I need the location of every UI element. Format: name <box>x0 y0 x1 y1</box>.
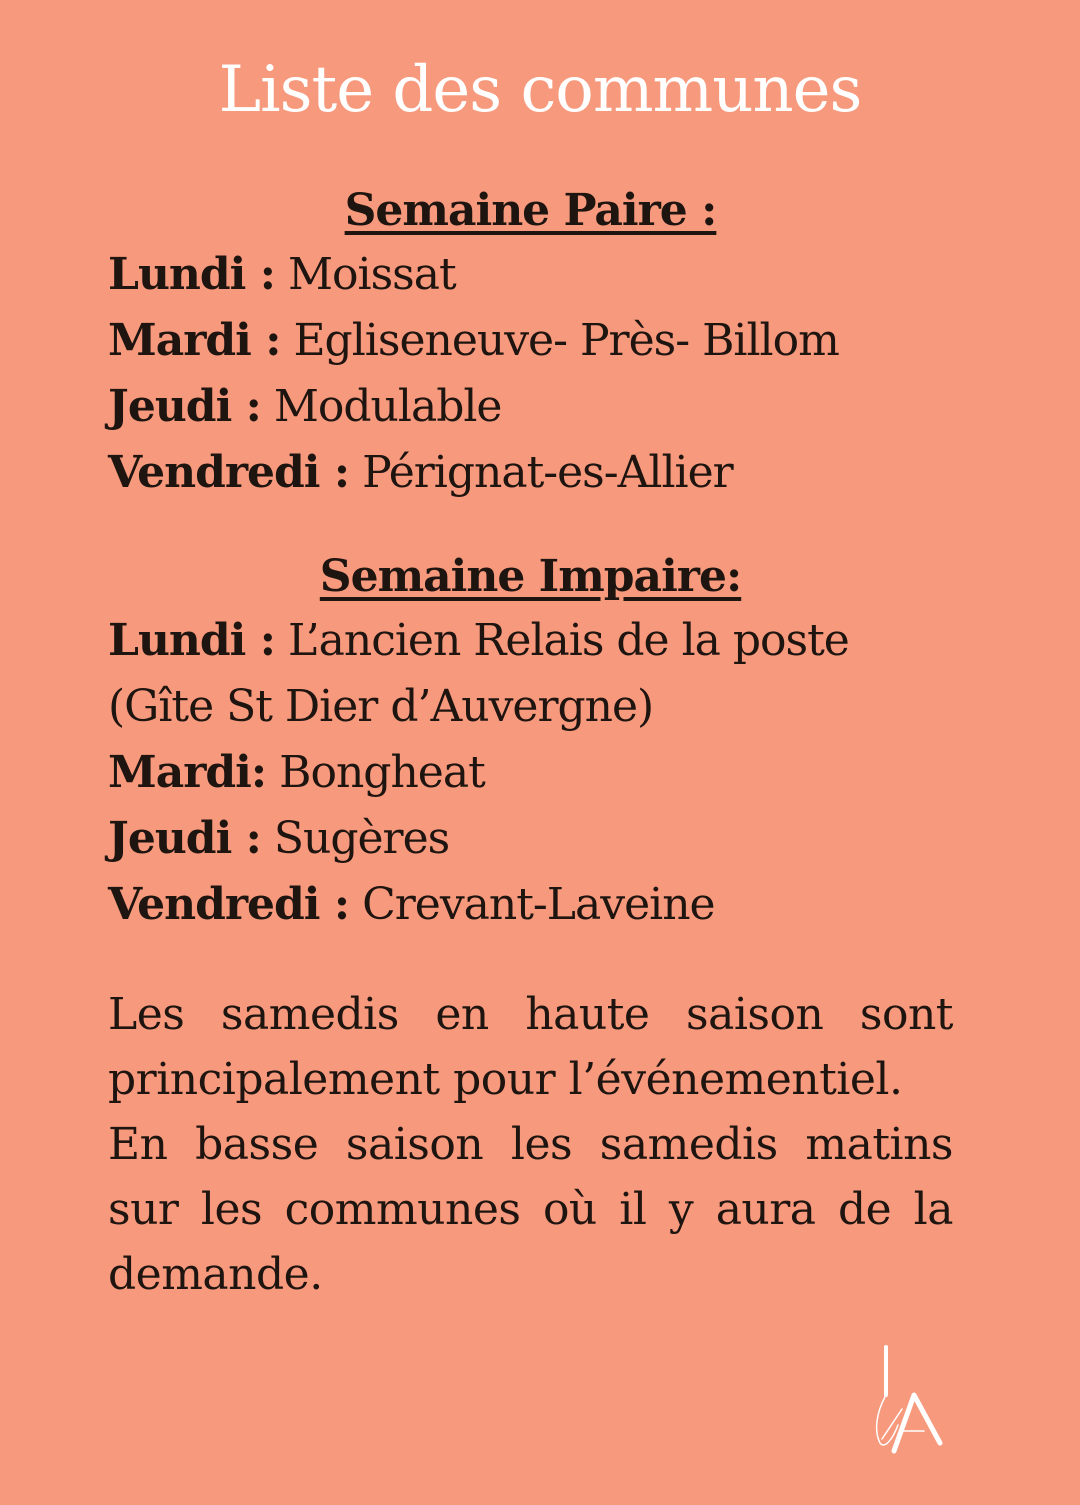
schedule-content <box>108 180 953 1307</box>
list-item <box>108 308 953 374</box>
list-item <box>108 374 953 440</box>
list-item <box>108 242 953 308</box>
commune-name: Sugères <box>273 813 450 864</box>
even-week-heading: Semaine Paire : <box>344 185 717 236</box>
commune-name: Pérignat-es-Allier <box>362 447 733 498</box>
even-week-schedule <box>108 242 953 506</box>
day-label: Vendredi : <box>108 879 350 930</box>
odd-week-heading: Semaine Impaire: <box>319 551 742 602</box>
commune-name: Crevant-Laveine <box>362 879 715 930</box>
list-item <box>108 872 953 938</box>
commune-name: Egliseneuve- Près- Billom <box>293 315 839 366</box>
note-paragraph: En basse saison les samedis matins sur les communes où il y aura de la demande. <box>108 1119 953 1300</box>
la-monogram-logo-icon <box>872 1343 944 1455</box>
commune-name: Bongheat <box>279 747 485 798</box>
commune-name: Moissat <box>287 249 456 300</box>
day-label: Lundi : <box>108 249 275 300</box>
day-label: Jeudi : <box>108 813 261 864</box>
day-label: Mardi: <box>108 747 267 798</box>
day-label: Jeudi : <box>108 381 261 432</box>
commune-name: Modulable <box>273 381 502 432</box>
page-title: Liste des communes <box>218 53 862 127</box>
list-item <box>108 440 953 506</box>
note-paragraph: Les samedis en haute saison sont principalement pour l’événementiel. <box>108 989 953 1105</box>
notes <box>108 982 953 1307</box>
day-label: Mardi : <box>108 315 281 366</box>
day-label: Lundi : <box>108 615 275 666</box>
odd-week-schedule <box>108 608 953 938</box>
commune-name: L’ancien Relais de la poste (Gîte St Dier d’Auvergne) <box>108 615 849 732</box>
list-item <box>108 608 953 740</box>
list-item <box>108 806 953 872</box>
day-label: Vendredi : <box>108 447 350 498</box>
list-item <box>108 740 953 806</box>
